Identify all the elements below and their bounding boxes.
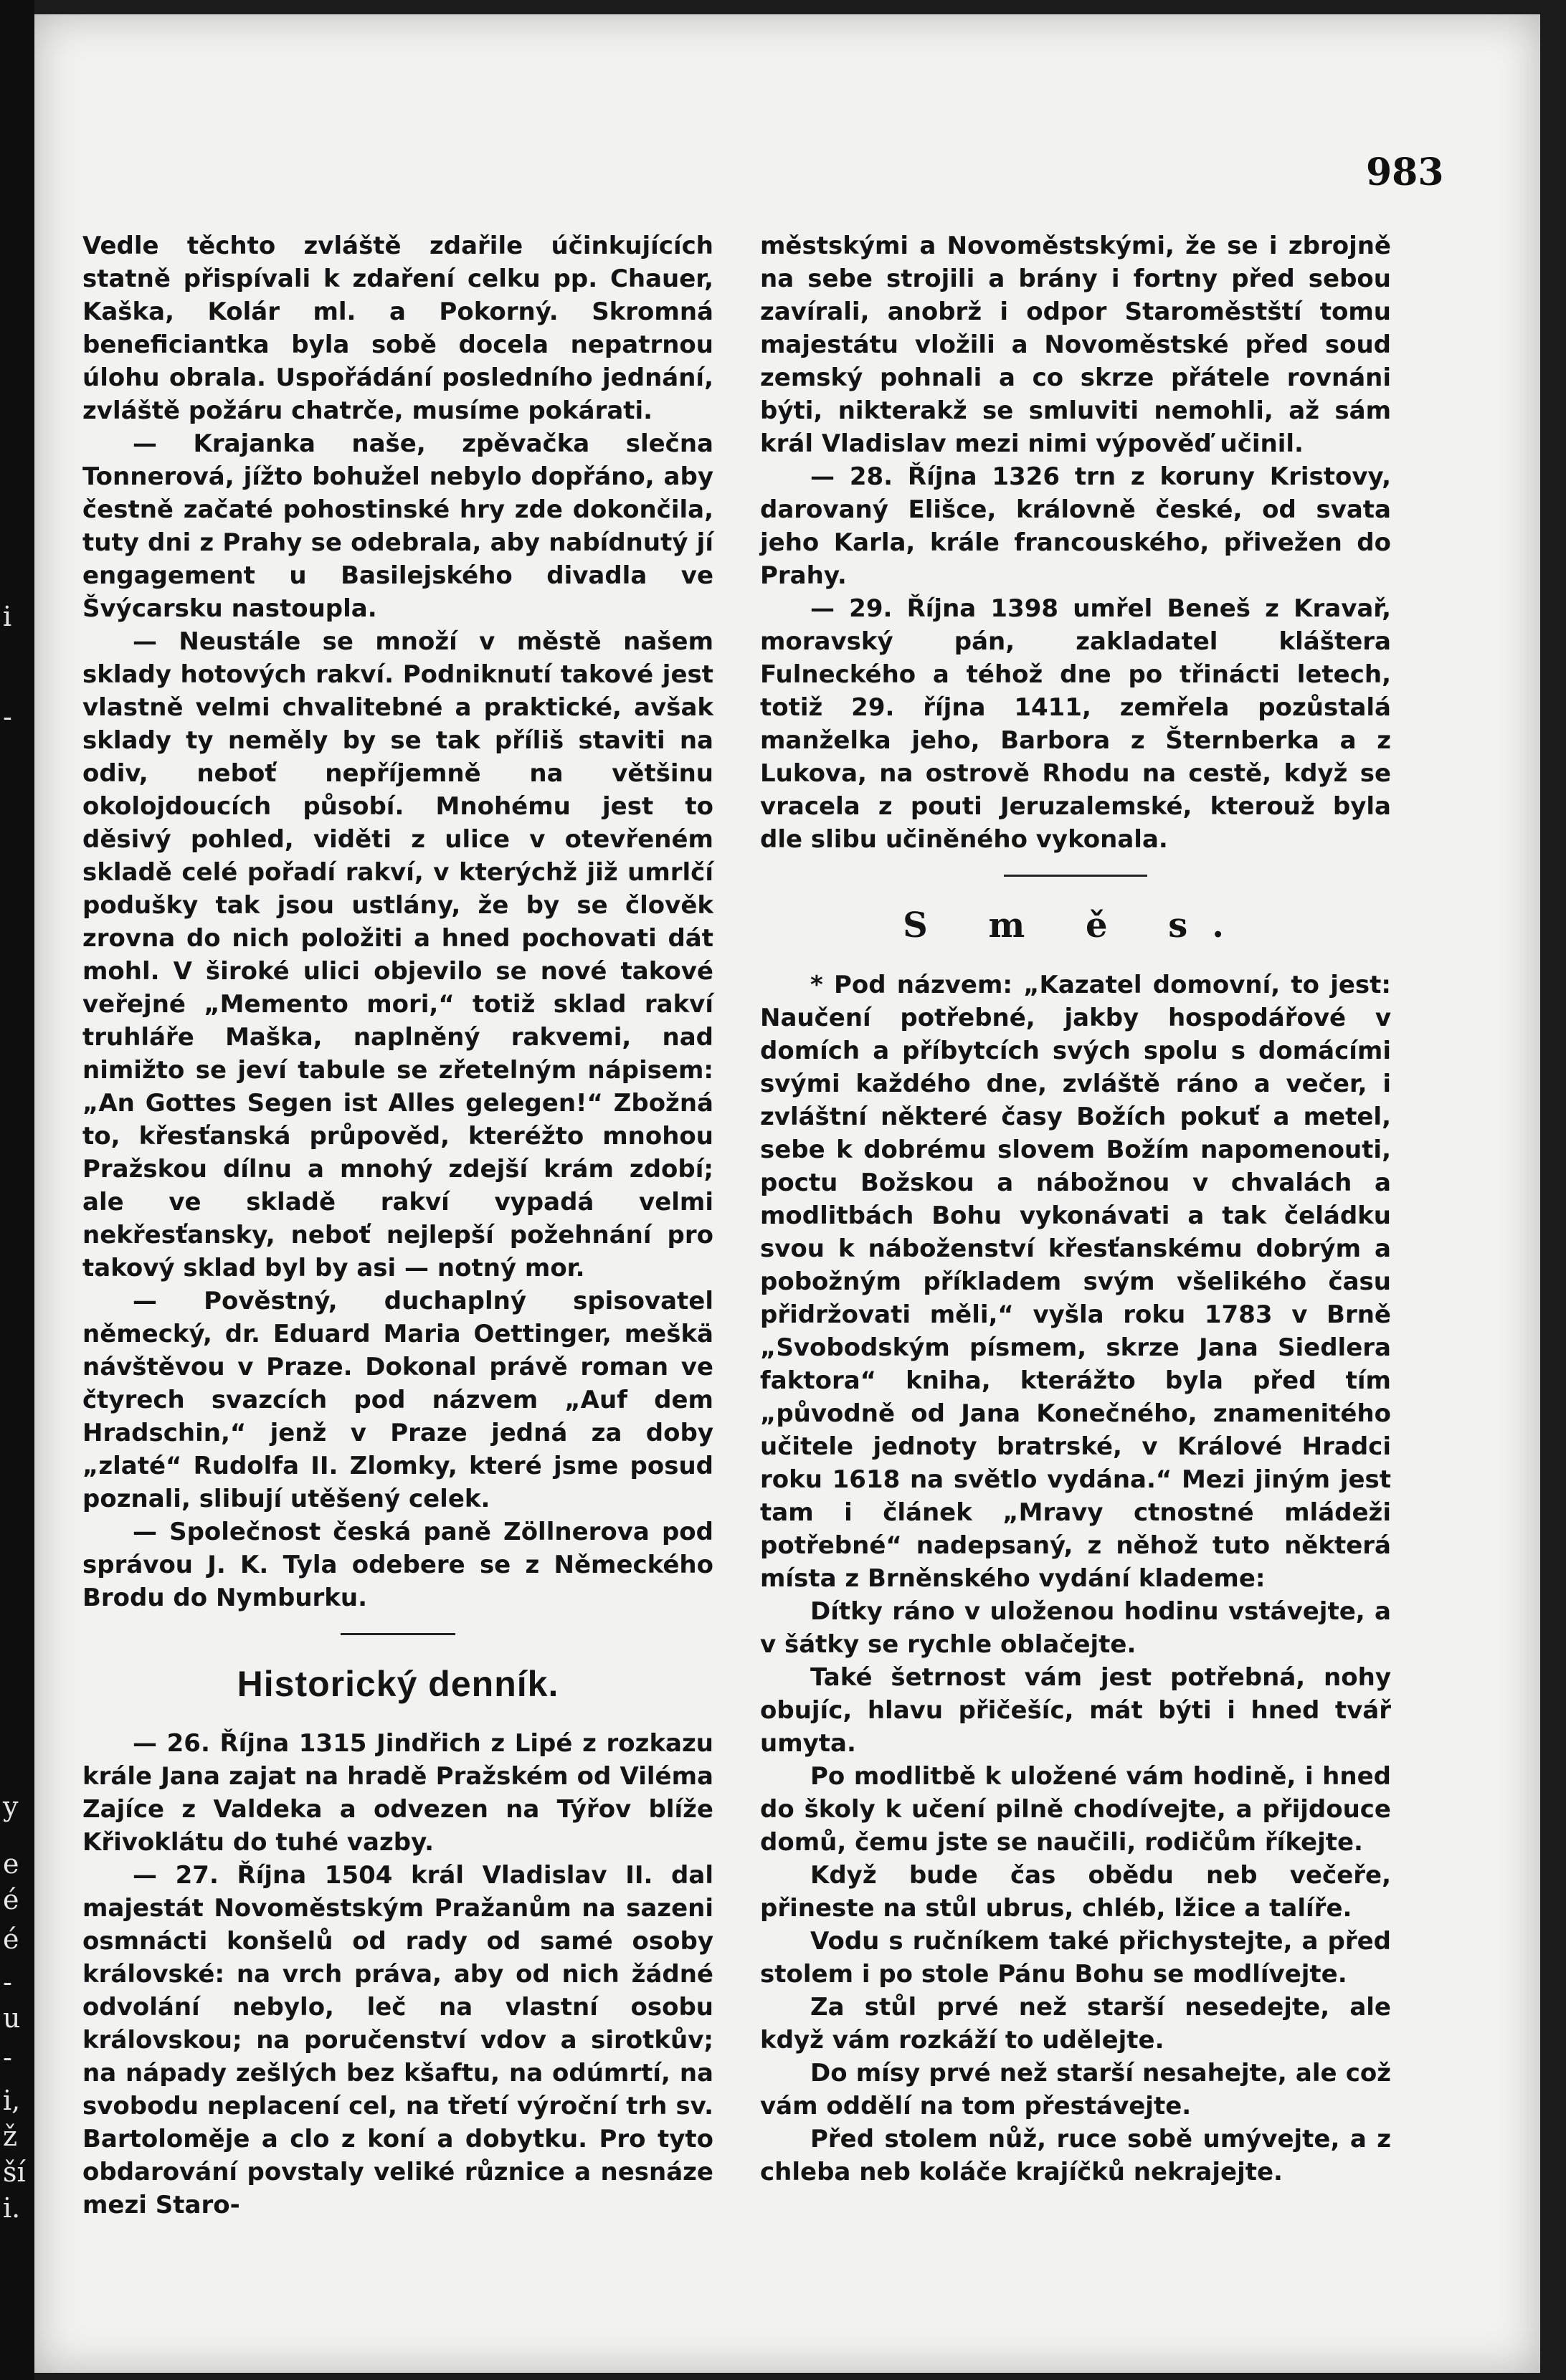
- smes-paragraph: Vodu s ručníkem také přichystejte, a před stolem i po stole Pánu Bohu se modlívejte.: [760, 1927, 1391, 1989]
- right-column: [760, 229, 1391, 2189]
- margin-fragment: e: [3, 1848, 19, 1880]
- history-entry: — 27. Října 1504 král Vladislav II. dal majestát Novoměstským Pražanům na sazeni osmnácti konšelů od rady od samé osoby královské: na vrch práva, aby od nich žádné odvolání nebylo, leč na vlastní osobu královskou; na poručenství vdov a sirotkův; na nápady zešlých bez kšaftu, na odúmrtí, na svobodu neplacení cel, na třetí výroční trh sv. Bartoloměje a clo z koní a dobytku. Pro tyto obdarování povstaly veliké různice a nesnáze mezi Staro-: [82, 1861, 713, 2219]
- history-entry: — 29. Října 1398 umřel Beneš z Kravař, moravský pán, zakladatel kláštera Fulneckého a téhož dne po třinácti letech, totiž 29. října 1411, zemřela pozůstalá manželka jeho, Barbora z Šternberka a z Lukova, na ostrově Rhodu na cestě, když se vracela z pouti Jeruzalemské, kterouž byla dle slibu učiněného vykonala.: [760, 594, 1391, 854]
- margin-fragment: ší: [3, 2156, 26, 2188]
- page-number: 983: [1366, 151, 1444, 194]
- smes-paragraph: Po modlitbě k uložené vám hodině, i hned do školy k učení pilně chodívejte, a přijdouce domů, čemu jste se naučili, rodičům říkejte.: [760, 1762, 1391, 1857]
- history-entry: — 28. Října 1326 trn z koruny Kristovy, darovaný Elišce, královně české, od svata jeho Karla, krále francouského, přivežen do Prahy.: [760, 462, 1391, 590]
- smes-paragraph: Dítky ráno v uloženou hodinu vstávejte, a v šátky se rychle oblačejte.: [760, 1597, 1391, 1659]
- smes-paragraph: Za stůl prvé než starší nesedejte, ale když vám rozkáží to udělejte.: [760, 1993, 1391, 2055]
- margin-fragment: -: [3, 701, 12, 733]
- margin-fragment: i,: [3, 2085, 21, 2116]
- margin-fragment: -: [3, 2042, 12, 2073]
- smes-paragraph: Když bude čas obědu neb večeře, přineste na stůl ubrus, chléb, lžice a talíře.: [760, 1861, 1391, 1923]
- margin-fragment: i: [3, 601, 12, 632]
- margin-fragment: -: [3, 1966, 12, 1998]
- margin-fragment: u: [3, 2002, 21, 2034]
- section-heading-smes: S m ě s.: [903, 905, 1248, 946]
- smes-paragraph: * Pod názvem: „Kazatel domovní, to jest: Naučení potřebné, jakby hospodářové v domích a příbytcích svých spolu s domácími svými každého dne, zvláště ráno a večer, i zvláštní některé časy Božích pokuť a metel, sebe k dobrému slovem Božím napomenouti, poctu Božskou a nábožnou v chvalách a modlitbách Bohu vykonávati a tak čeládku svou k náboženství křesťanskému dobrým a pobožným příkladem svým všelikého času přidržovati měli,“ vyšla roku 1783 v Brně „Svobodským písmem, skrze Jana Siedlera faktora“ kniha, kterážto byla před tím „původně od Jana Konečného, znamenitého učitele jednoty bratrské, v Králové Hradci roku 1618 na světlo vydána.“ Mezi jiným jest tam i článek „Mravy ctnostné mládeži potřebné“ nadepsaný, z něhož tuto některá místa z Brněnského vydání klademe:: [760, 971, 1391, 1593]
- paragraph: — Neustále se množí v městě našem sklady hotových rakví. Podniknutí takové jest vlastně velmi chvalitebné a praktické, avšak sklady ty neměly by se tak příliš staviti na odiv, neboť nepříjemně na většinu okolojdoucích působí. Mnohému jest to děsivý pohled, viděti z ulice v otevřeném skladě celé pořadí rakví, v kterýchž již umrlčí podušky tak jsou ustlány, že by se člověk zrovna do nich položiti a hned pochovati dát mohl. V široké ulici objevilo se nové takové veřejné „Memento mori,“ totiž sklad rakví truhláře Maška, naplněný rakvemi, nad nimižto se jeví tabule se zřetelným nápisem: „An Gottes Segen ist Alles gelegen!“ Zbožná to, křesťanská průpověd, kteréžto mnohou Pražskou dílnu a mnohý zdejší krám zdobí; ale ve skladě rakví vypadá velmi nekřesťansky, neboť nejlepší požehnání pro takový sklad byl by asi — notný mor.: [82, 627, 713, 1282]
- smes-paragraph: Do mísy prvé než starší nesahejte, ale což vám oddělí na tom přestávejte.: [760, 2059, 1391, 2120]
- left-margin-strip: [0, 0, 34, 2380]
- margin-fragment: é: [3, 1884, 19, 1915]
- smes-paragraph: Před stolem nůž, ruce sobě umývejte, a z chleba neb koláče krajíčků nekrajejte.: [760, 2125, 1391, 2186]
- history-entry: — 26. Října 1315 Jindřich z Lipé z rozkazu krále Jana zajat na hradě Pražském od Viléma Zajíce z Valdeka a odvezen na Týřov blíže Křivoklátu do tuhé vazby.: [82, 1729, 713, 1857]
- section-divider: [1004, 875, 1147, 877]
- left-column: [82, 229, 713, 2222]
- paragraph: — Pověstný, duchaplný spisovatel německý, dr. Eduard Maria Oettinger, meškä návštěvou v Praze. Dokonal právě roman ve čtyrech svazcích pod názvem „Auf dem Hradschin,“ jenž v Praze jedná za doby „zlaté“ Rudolfa II. Zlomky, které jsme posud poznali, slibují utěšený celek.: [82, 1287, 713, 1513]
- smes-paragraph: Také šetrnost vám jest potřebná, nohy obujíc, hlavu přičešíc, mát býti i hned tvář umyta.: [760, 1663, 1391, 1758]
- history-entry: městskými a Novoměstskými, že se i zbrojně na sebe strojili a brány i fortny před sebou zavírali, anobrž i odpor Staroměstští tomu majestátu vložili a Novoměstské před soud zemský pohnali a co skrze přátele rovnáni býti, nikterakž se smluviti nemohli, až sám král Vladislav mezi nimi výpověď učinil.: [760, 232, 1391, 458]
- paragraph: Vedle těchto zvláště zdařile účinkujících statně přispívali k zdaření celku pp. Chauer, Kaška, Kolár ml. a Pokorný. Skromná beneficiantka byla sobě docela nepatrnou úlohu obrala. Uspořádání posledního jednání, zvláště požáru chatrče, musíme pokárati.: [82, 232, 713, 425]
- paragraph: — Krajanka naše, zpěvačka slečna Tonnerová, jížto bohužel nebylo dopřáno, aby čestně začaté pohostinské hry zde dokončila, tuty dni z Prahy se odebrala, aby nabídnutý jí engagement u Basilejského divadla ve Švýcarsku nastoupla.: [82, 429, 713, 623]
- section-heading-historicky-dennik: Historický denník.: [237, 1664, 559, 1704]
- section-divider: [341, 1633, 455, 1635]
- margin-fragment: é: [3, 1923, 19, 1955]
- margin-fragment: y: [3, 1791, 19, 1822]
- margin-fragment: ž: [3, 2120, 18, 2152]
- margin-fragment: i.: [3, 2192, 21, 2224]
- paragraph: — Společnost česká paně Zöllnerova pod správou J. K. Tyla odebere se z Německého Brodu do Nymburku.: [82, 1518, 713, 1612]
